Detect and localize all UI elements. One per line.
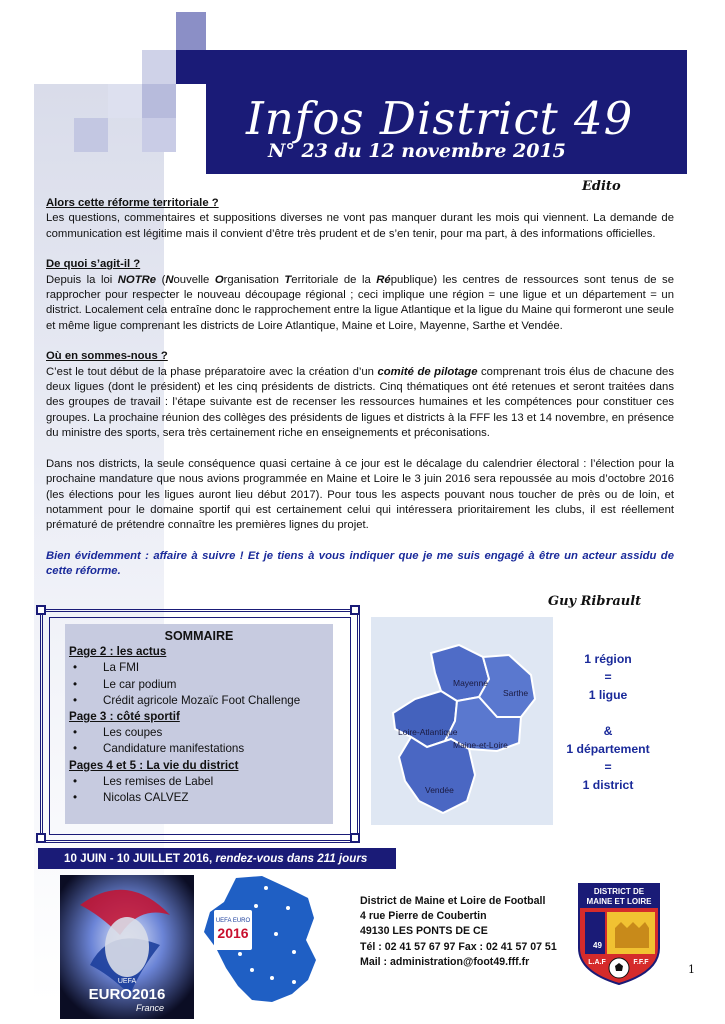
euro-2016-france-map (196, 874, 320, 1008)
district-crest-logo (577, 882, 661, 986)
contact-address: 4 rue Pierre de Coubertin (360, 910, 487, 923)
list-item: • Les remises de Label (69, 774, 329, 790)
svg-text:L.A.F: L.A.F (588, 959, 606, 966)
map-label-mayenne: Mayenne (453, 678, 488, 688)
section-heading: Alors cette réforme territoriale ? (46, 197, 219, 209)
euro-2016-logo-image (60, 875, 194, 1019)
paragraph: Depuis la loi NOTRe (Nouvelle Organisation Territoriale de la République) les centres de ressources sont tenus de se rapprocher pour respecter le nouveau découpage régional ; ceci implique une région = une ligue et un département = un district. Localement cela entraîne donc le rapprochement entre la ligue Atlantique et la ligue du Maine qui formeront une seule et même ligue comprenant les districts de Loire Atlantique, Maine et Loire, Mayenne, Sarthe et Vendée. (46, 273, 674, 332)
issue-subtitle: N° 23 du 12 novembre 2015 (268, 140, 566, 162)
sommaire-section[interactable]: Page 2 : les actus (69, 645, 167, 659)
contact-phone: Tél : 02 41 57 67 97 Fax : 02 41 57 07 51 (360, 940, 557, 953)
svg-text:F.F.F: F.F.F (633, 959, 649, 966)
map-label-loire-atlantique: Loire-Atlantique (398, 727, 458, 737)
region-equation: 1 région = 1 ligue & 1 département = 1 district (566, 652, 650, 792)
paragraph: C’est le tout début de la phase préparatoire avec la création d’un comité de pilotage comprenant trois élus de chacune des deux ligues (dont le président) et les cinq présidents de districts. Cinq thématiques ont été retenues et seront traitées dans des groupes de travail : l’étape suivante est de recenser les ressources humaines et les compétences pour constituer ces groupes. La prochaine réunion des collèges des présidents de ligues et districts à la FFF les 13 et 14 novembre, en présence du ministre des sports, sera très certainement riche en enseignements et préconisations. (46, 365, 674, 440)
closing-statement: Bien évidemment : affaire à suivre ! Et je tiens à vous indiquer que je me suis engagé à être un acteur assidu de cette réforme. (46, 549, 674, 578)
section-heading: Où en sommes-nous ? (46, 350, 168, 363)
page-number: 1 (688, 963, 695, 976)
list-item: • Nicolas CALVEZ (69, 790, 329, 806)
svg-text:UEFA EURO: UEFA EURO (215, 918, 251, 924)
signature: Guy Ribrault (548, 594, 642, 609)
list-item: • Le car podium (69, 677, 329, 693)
map-label-sarthe: Sarthe (503, 688, 529, 698)
svg-text:2016: 2016 (217, 925, 249, 941)
deco-square (74, 118, 108, 152)
svg-text:France: France (135, 1003, 165, 1013)
edito-label: Edito (582, 179, 621, 194)
sommaire-box (65, 624, 333, 824)
page-title: Infos District 49 (246, 92, 634, 145)
sommaire-title: SOMMAIRE (164, 629, 234, 643)
svg-text:DISTRICT DE: DISTRICT DE (593, 887, 645, 896)
frame-corner (36, 833, 46, 843)
euro-countdown-banner: 10 JUIN - 10 JUILLET 2016, rendez-vous dans 211 jours (38, 848, 396, 869)
svg-text:UEFA: UEFA (117, 978, 137, 985)
svg-text:EURO2016: EURO2016 (88, 986, 166, 1003)
section-heading: De quoi s’agit-il ? (46, 258, 141, 271)
contact-city: 49130 LES PONTS DE CE (360, 925, 488, 938)
paragraph: Dans nos districts, la seule conséquence quasi certaine à ce jour est le décalage du calendrier électoral : l’élection pour la prochaine mandature que nous avions programmée en Maine et Loire le 3 juin 2016 sera repoussée au mois d’octobre 2016 (les élections pour les ligues auront lieu début 2017). Pour tous les aspects pouvant nous toucher de près ou de loin, et notamment pour le domaine sportif qui est certainement celui qui intéressera prioritairement les clubs, il est réellement prématuré de prétendre connaître les premières lignes du projet. (46, 457, 674, 532)
contact-email[interactable]: Mail : administration@foot49.fff.fr (360, 955, 530, 968)
deco-square (108, 84, 142, 118)
sommaire-section[interactable]: Pages 4 et 5 : La vie du district (69, 758, 239, 772)
deco-square (142, 50, 176, 84)
map-label-maine-et-loire: Maine-et-Loire (453, 740, 508, 750)
list-item: • Crédit agricole Mozaïc Foot Challenge (69, 693, 329, 709)
sommaire-section[interactable]: Page 3 : côté sportif (69, 710, 180, 724)
deco-square (142, 118, 176, 152)
deco-square (142, 84, 176, 118)
contact-name: District de Maine et Loire de Football (360, 895, 546, 907)
map-label-vendee: Vendée (425, 785, 454, 795)
paragraph: Les questions, commentaires et suppositions diverses ne vont pas manquer durant les mois qui viennent. La demande de communication est légitime mais il convient d’être très prudent et de s’en tenir, pour ma part, à des informations officielles. (46, 212, 674, 240)
district-contact-block (360, 894, 557, 970)
svg-text:MAINE ET LOIRE: MAINE ET LOIRE (586, 897, 652, 906)
list-item: • La FMI (69, 660, 329, 676)
list-item: • Candidature manifestations (69, 741, 329, 757)
deco-square (176, 12, 206, 50)
region-map (371, 617, 553, 825)
header-notch (176, 84, 206, 174)
edito-article (46, 196, 674, 580)
frame-corner (350, 605, 360, 615)
frame-corner (350, 833, 360, 843)
frame-corner (36, 605, 46, 615)
list-item: • Les coupes (69, 725, 329, 741)
svg-text:49: 49 (593, 941, 602, 950)
